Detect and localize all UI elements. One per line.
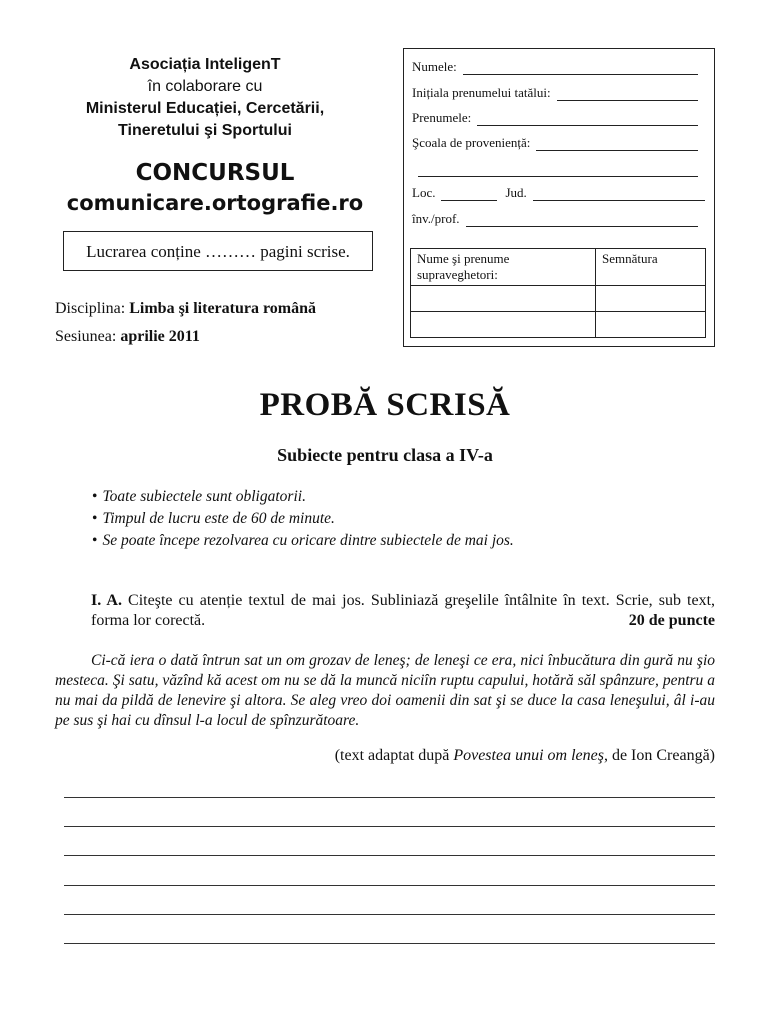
excerpt-source — [55, 747, 715, 765]
task-text: Citeşte cu atenție textul de mai jos. Subliniază greşelile întâlnite în text. Scrie, sub text, forma lor corectă. — [91, 592, 716, 629]
father-initial-label: Inițiala prenumelui tatălui: — [412, 85, 551, 100]
answer-line[interactable] — [64, 797, 715, 798]
ministry-line2: Tineretului şi Sportului — [118, 122, 292, 139]
answer-line[interactable] — [64, 855, 715, 856]
teacher-label: înv./prof. — [412, 211, 460, 226]
rules-list — [92, 486, 514, 552]
ministry-line1: Ministerul Educației, Cercetării, — [85, 100, 325, 117]
exam-title: PROBĂ SCRISĂ — [259, 387, 511, 423]
school-label: Şcoala de proveniență: — [412, 135, 531, 150]
task-block — [55, 591, 715, 631]
teacher-field[interactable] — [412, 211, 698, 227]
organizer-block — [40, 54, 370, 142]
session-label: Sesiunea: — [55, 328, 117, 345]
source-title: Povestea unui om leneş — [453, 747, 604, 764]
locality-label: Loc. — [412, 185, 436, 200]
supervisor-cell[interactable] — [411, 286, 596, 312]
org-name: Asociația InteligenT — [129, 56, 281, 73]
father-initial-line[interactable] — [557, 88, 698, 101]
school-field[interactable] — [412, 135, 698, 151]
contest-site: comunicare.ortografie.ro — [66, 191, 364, 215]
rule-item: • Timpul de lucru este de 60 de minute. — [92, 508, 514, 530]
name-line[interactable] — [463, 62, 698, 75]
exam-subtitle: Subiecte pentru clasa a IV-a — [277, 445, 493, 465]
name-field[interactable] — [412, 59, 698, 75]
task-number: I. A. — [91, 592, 122, 609]
first-name-line[interactable] — [477, 113, 698, 126]
answer-line[interactable] — [64, 914, 715, 915]
answer-line[interactable] — [64, 943, 715, 944]
father-initial-field[interactable] — [412, 85, 698, 101]
source-suffix: , de Ion Creangă) — [603, 747, 715, 764]
org-collab: în colaborare cu — [147, 78, 263, 95]
rule-item: • Toate subiectele sunt obligatorii. — [92, 486, 514, 508]
county-label: Jud. — [505, 185, 527, 200]
school-line[interactable] — [536, 138, 698, 151]
supervisor-cell[interactable] — [411, 312, 596, 338]
teacher-line[interactable] — [466, 214, 698, 227]
answer-line[interactable] — [64, 885, 715, 886]
excerpt-text: Ci-că iera o dată întrun sat un om grozav de leneş; de leneşi ce era, nici înbucătura din gură nu şio mestеca. Şi satu, văzînd kă acest om nu se dă la muncă niciîn ruptu capului, hotără săl spânzure, pentru a nu mai da pildă de lenevire şi altora. Se aleg vreo doi oamenii din sat şi se duce la casa leneşului, âl i-au pe sus şi hai cu dînsul l-a locul de spînzurătoare. — [55, 652, 715, 729]
first-name-field[interactable] — [412, 110, 698, 126]
discipline-label: Disciplina: — [55, 300, 126, 317]
session-value: aprilie 2011 — [120, 328, 200, 345]
locality-line[interactable] — [441, 188, 497, 201]
signature-header: Semnătura — [596, 249, 706, 286]
school-line-2[interactable] — [418, 176, 698, 177]
source-prefix: (text adaptat după — [334, 747, 450, 764]
rule-item: • Se poate începe rezolvarea cu oricare dintre subiectele de mai jos. — [92, 530, 514, 552]
contest-heading — [40, 158, 390, 218]
supervisors-header: Nume şi prenume supraveghetori: — [411, 249, 596, 286]
contest-title: CONCURSUL — [135, 160, 295, 186]
signature-cell[interactable] — [596, 312, 706, 338]
pages-note-box: Lucrarea conține ……… pagini scrise. — [63, 231, 373, 271]
locality-county-field[interactable] — [412, 185, 705, 201]
first-name-label: Prenumele: — [412, 110, 472, 125]
supervisors-table — [410, 248, 706, 338]
task-statement — [55, 591, 715, 631]
name-label: Numele: — [412, 59, 457, 74]
discipline-line — [55, 300, 316, 318]
county-line[interactable] — [533, 188, 705, 201]
signature-cell[interactable] — [596, 286, 706, 312]
task-points: 20 de puncte — [628, 612, 715, 629]
session-line — [55, 328, 200, 346]
answer-line[interactable] — [64, 826, 715, 827]
discipline-value: Limba şi literatura română — [129, 300, 317, 317]
